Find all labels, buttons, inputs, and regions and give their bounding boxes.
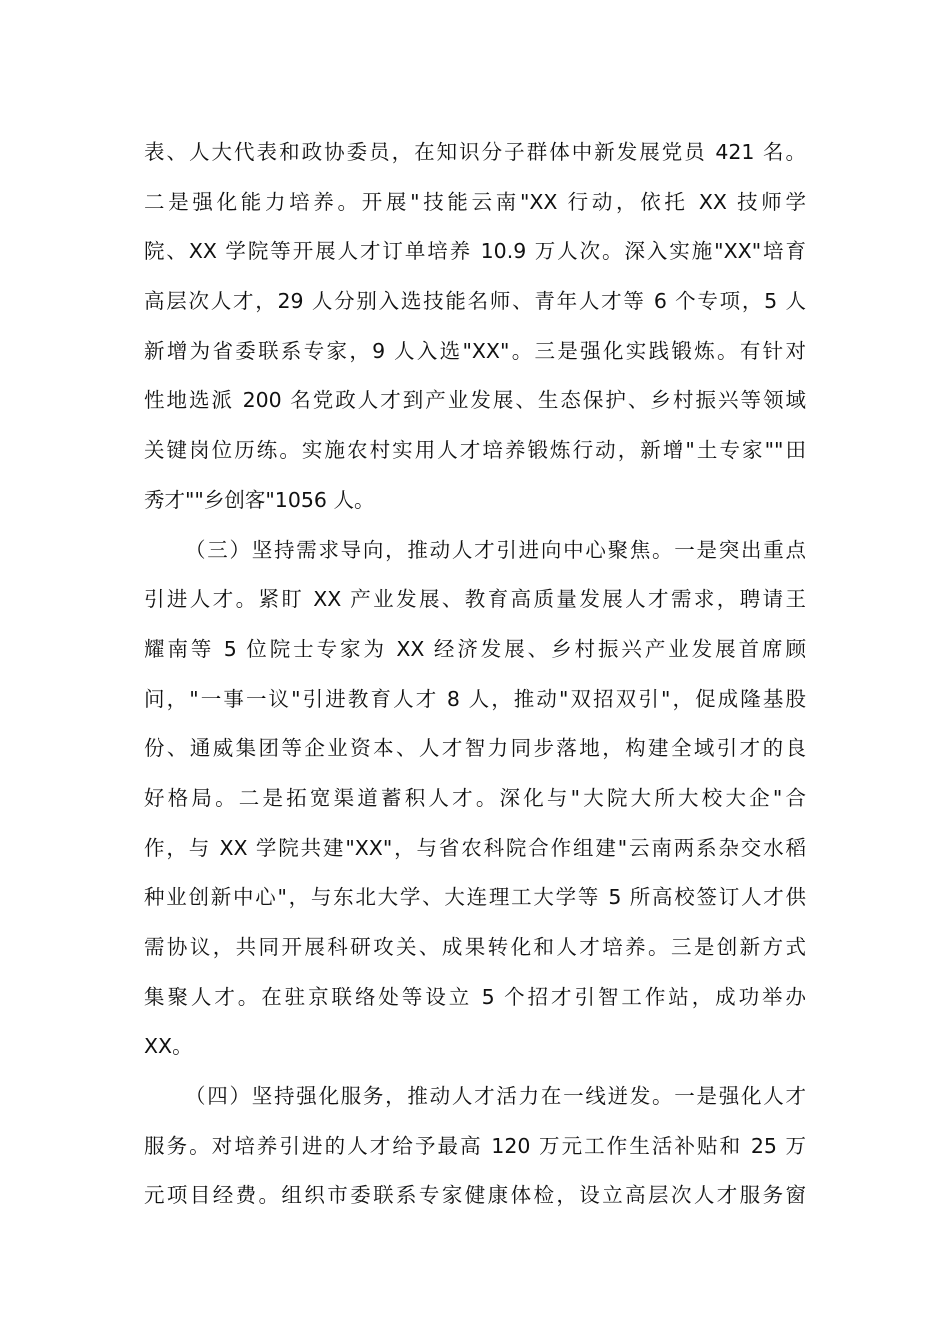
body-text bbox=[144, 128, 806, 1221]
text-line: 服务。对培养引进的人才给予最高 120 万元工作生活补贴和 25 万 bbox=[144, 1133, 806, 1158]
text-line: 高层次人才，29 人分别入选技能名师、青年人才等 6 个专项，5 人 bbox=[144, 289, 806, 314]
text-line: 二是强化能力培养。开展"技能云南"XX 行动，依托 XX 技师学 bbox=[144, 189, 806, 214]
text-line: 关键岗位历练。实施农村实用人才培养锻炼行动，新增"土专家""田 bbox=[144, 438, 806, 463]
text-line: 院、XX 学院等开展人才订单培养 10.9 万人次。深入实施"XX"培育 bbox=[144, 239, 806, 264]
section-heading-line: （三）坚持需求导向，推动人才引进向中心聚焦。一是突出重点 bbox=[185, 537, 806, 562]
text-line: 集聚人才。在驻京联络处等设立 5 个招才引智工作站，成功举办 bbox=[144, 984, 806, 1009]
text-line: 元项目经费。组织市委联系专家健康体检，设立高层次人才服务窗 bbox=[144, 1183, 806, 1208]
text-line: 作，与 XX 学院共建"XX"，与省农科院合作组建"云南两系杂交水稻 bbox=[144, 835, 806, 860]
text-line: 表、人大代表和政协委员，在知识分子群体中新发展党员 421 名。 bbox=[144, 140, 806, 164]
text-line: 好格局。二是拓宽渠道蓄积人才。深化与"大院大所大校大企"合 bbox=[144, 785, 806, 810]
section-heading-line: （四）坚持强化服务，推动人才活力在一线迸发。一是强化人才 bbox=[185, 1084, 806, 1109]
text-line: 新增为省委联系专家，9 人入选"XX"。三是强化实践锻炼。有针对 bbox=[144, 338, 806, 363]
text-line: 份、通威集团等企业资本、人才智力同步落地，构建全域引才的良 bbox=[144, 736, 806, 761]
text-line: 需协议，共同开展科研攻关、成果转化和人才培养。三是创新方式 bbox=[144, 935, 806, 959]
text-line: 种业创新中心"，与东北大学、大连理工大学等 5 所高校签订人才供 bbox=[144, 885, 806, 910]
text-line: 性地选派 200 名党政人才到产业发展、生态保护、乡村振兴等领域 bbox=[144, 388, 806, 413]
text-line: 秀才""乡创客"1056 人。 bbox=[144, 487, 375, 512]
text-line: XX。 bbox=[144, 1034, 193, 1059]
text-line: 问，"一事一议"引进教育人才 8 人，推动"双招双引"，促成隆基股 bbox=[144, 686, 806, 711]
text-line: 耀南等 5 位院士专家为 XX 经济发展、乡村振兴产业发展首席顾 bbox=[144, 636, 806, 661]
text-line: 引进人才。紧盯 XX 产业发展、教育高质量发展人才需求，聘请王 bbox=[144, 587, 806, 612]
